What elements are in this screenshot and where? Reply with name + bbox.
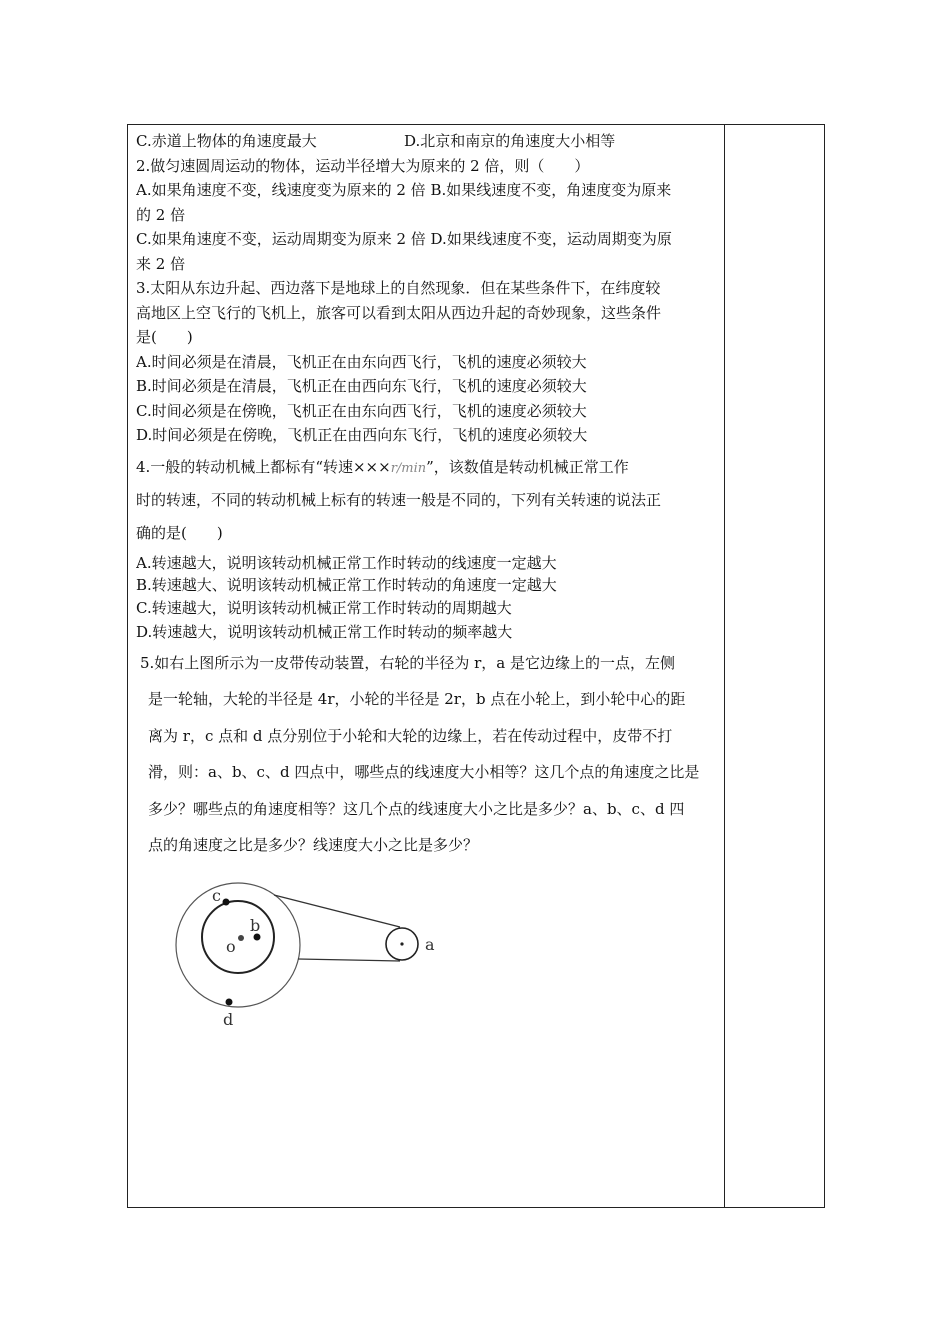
belt-drive-diagram [162, 865, 462, 1045]
table-column-divider [724, 125, 725, 1207]
right-wheel-center [400, 942, 403, 945]
q2-options-ab-line1: A.如果角速度不变，线速度变为原来的 2 倍 B.如果线速度不变，角速度变为原来 [136, 181, 672, 199]
question-content [136, 129, 718, 864]
label-d: d [223, 1010, 234, 1029]
q4-stem-pre: 4.一般的转动机械上都标有“转速××× [136, 457, 391, 476]
q3-stem-line2: 高地区上空飞行的飞机上，旅客可以看到太阳从西边升起的奇妙现象，这些条件 [136, 303, 662, 322]
label-b: b [250, 916, 261, 935]
label-o: o [226, 937, 236, 956]
belt-bottom [298, 959, 400, 961]
point-d-dot [226, 999, 233, 1006]
q1-option-d: D.北京和南京的角速度大小相等 [404, 132, 616, 150]
q2-stem: 2.做匀速圆周运动的物体，运动半径增大为原来的 2 倍，则（ ） [136, 156, 590, 175]
q1-option-c: C.赤道上物体的角速度最大 [136, 132, 317, 150]
q1-options-cd [136, 129, 718, 154]
label-c: c [212, 886, 221, 905]
q5-text-line6: 点的角速度之比是多少？线速度大小之比是多少？ [148, 836, 479, 854]
small-wheel [202, 901, 274, 973]
q3-option-a: A.时间必须是在清晨，飞机正在由东向西飞行，飞机的速度必须较大 [136, 352, 587, 371]
q2-options-cd-line2: 来 2 倍 [136, 254, 186, 273]
q3-option-d: D.时间必须是在傍晚，飞机正在由西向东飞行，飞机的速度必须较大 [136, 426, 588, 444]
q4-option-c: C.转速越大，说明该转动机械正常工作时转动的周期越大 [136, 598, 512, 617]
q3-stem-line1: 3.太阳从东边升起、西边落下是地球上的自然现象．但在某些条件下，在纬度较 [136, 279, 661, 297]
worksheet-table [127, 124, 825, 1208]
q4-stem-line1 [136, 452, 718, 482]
q2-options-ab-line2: 的 2 倍 [136, 205, 186, 224]
q3-option-c: C.时间必须是在傍晚，飞机正在由东向西飞行，飞机的速度必须较大 [136, 401, 587, 420]
q3-option-b: B.时间必须是在清晨，飞机正在由西向东飞行，飞机的速度必须较大 [136, 377, 587, 395]
q3-stem-line3: 是( ) [136, 328, 193, 346]
center-o-dot [238, 935, 244, 941]
q4-stem-line2: 时的转速，不同的转动机械上标有的转速一般是不同的，下列有关转速的说法正 [136, 490, 662, 509]
q5-text-line4: 滑，则：a、b、c、d 四点中，哪些点的线速度大小相等？这几个点的角速度之比是 [148, 763, 700, 781]
q5-text-line3: 离为 r，c 点和 d 点分别位于小轮和大轮的边缘上，若在传动过程中，皮带不打 [148, 726, 673, 745]
belt-top [274, 895, 400, 927]
q4-stem-post: ”，该数值是转动机械正常工作 [426, 457, 629, 476]
q4-option-a: A.转速越大，说明该转动机械正常工作时转动的线速度一定越大 [136, 553, 557, 572]
q4-option-b: B.转速越大、说明该转动机械正常工作时转动的角速度一定越大 [136, 575, 557, 594]
q5-text-line5: 多少？哪些点的角速度相等？这几个点的线速度大小之比是多少？a、b、c、d 四 [148, 799, 685, 818]
q2-options-cd-line1: C.如果角速度不变，运动周期变为原来 2 倍 D.如果线速度不变，运动周期变为原 [136, 230, 672, 248]
q4-stem-line3: 确的是( ) [136, 523, 223, 542]
label-a: a [425, 935, 435, 954]
point-c-dot [223, 899, 230, 906]
q4-rpm-unit: r/min [390, 460, 427, 476]
q5-text-line1: 5.如右上图所示为一皮带传动装置，右轮的半径为 r，a 是它边缘上的一点，左侧 [140, 653, 675, 672]
q5-text-line2: 是一轮轴，大轮的半径是 4r，小轮的半径是 2r，b 点在小轮上，到小轮中心的距 [148, 690, 686, 708]
q4-option-d: D.转速越大，说明该转动机械正常工作时转动的频率越大 [136, 623, 513, 641]
